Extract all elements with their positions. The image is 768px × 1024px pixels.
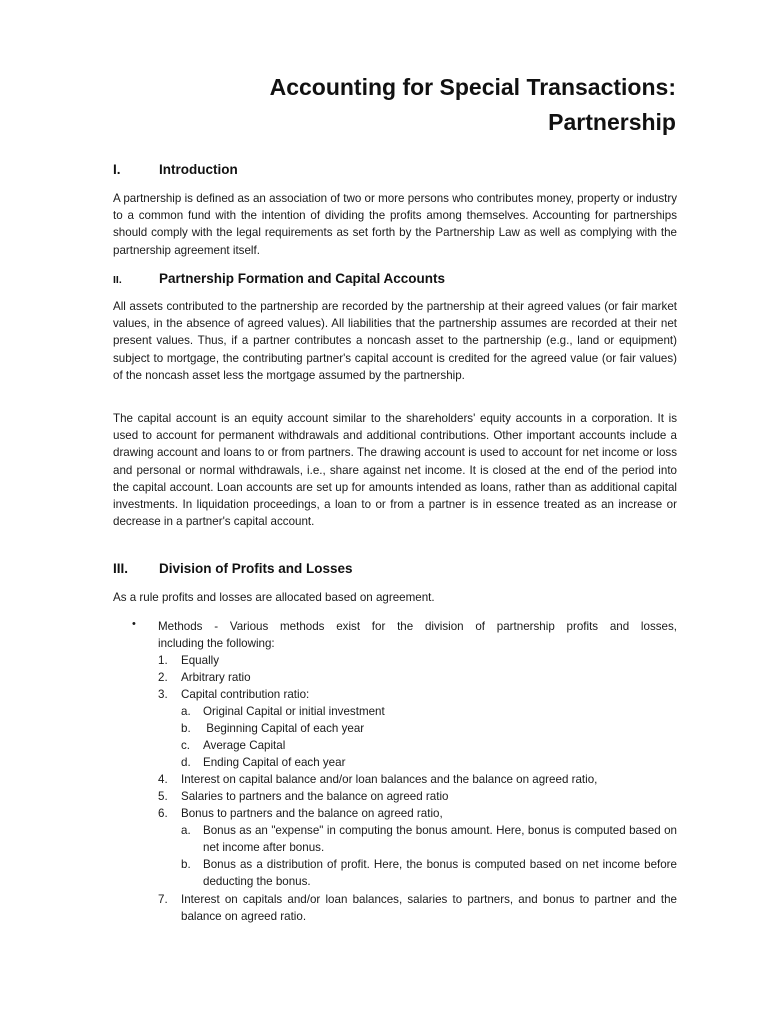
- sub-list-label: a.: [181, 824, 191, 837]
- bullet-icon: •: [132, 618, 136, 630]
- sub-list-item: Bonus as a distribution of profit. Here, the bonus is computed based on net income before deducting the bonus.: [203, 858, 677, 888]
- list-item: 5. Salaries to partners and the balance on agreed ratio: [158, 790, 449, 803]
- section-heading-partnership-formation: [113, 271, 445, 286]
- formation-paragraph-1: All assets contributed to the partnership are recorded by the partnership at their agreed values (or fair market values, in the absence of agreed values). All liabilities that the partnership assumes are recorded at their net present values. Thus, if a partner contributes a noncash asset to the partnership (e.g., land or equipment) subject to mortgage, the contributing partner's capital account is credited for the agreed value (or fair values) of the noncash asset less the mortgage assumed by the partnership.: [113, 300, 677, 382]
- section-title: Introduction: [159, 162, 238, 177]
- document-title-line-1: Accounting for Special Transactions:: [269, 74, 676, 100]
- section-title: Division of Profits and Losses: [159, 561, 353, 576]
- section-number: II.: [113, 274, 122, 286]
- introduction-paragraph: A partnership is defined as an association of two or more persons who contributes money, property or industry to a common fund with the intention of dividing the profits among themselves. Accounting for partnerships should comply with the legal requirements as set forth by the Partnership Law as well as complying with the partnership agreement itself.: [113, 192, 677, 257]
- list-number: 7.: [158, 893, 168, 906]
- list-item: Interest on capitals and/or loan balances, salaries to partners, and bonus to partner and the balance on agreed ratio.: [181, 893, 677, 923]
- sub-list-item: a. Original Capital or initial investment: [181, 705, 385, 718]
- list-item: 3. Capital contribution ratio:: [158, 688, 310, 701]
- section-heading-division-of-profits: [113, 561, 353, 576]
- section-heading-introduction: [113, 162, 238, 177]
- sub-list-item: c. Average Capital: [181, 739, 286, 752]
- list-item: 4. Interest on capital balance and/or loan balances and the balance on agreed ratio,: [158, 773, 598, 786]
- list-item: 1. Equally: [158, 654, 220, 667]
- list-item: 2. Arbitrary ratio: [158, 671, 251, 684]
- section-number: I.: [113, 162, 121, 177]
- section-title: Partnership Formation and Capital Accounts: [159, 271, 446, 286]
- methods-line-1: Methods - Various methods exist for the division of partnership profits and losses,: [158, 620, 677, 633]
- sub-list-item: b. Beginning Capital of each year: [181, 722, 365, 735]
- sub-list-item: d. Ending Capital of each year: [181, 756, 346, 769]
- sub-list-label: b.: [181, 858, 191, 871]
- list-item: 6. Bonus to partners and the balance on agreed ratio,: [158, 807, 443, 820]
- section-number: III.: [113, 561, 129, 576]
- document-title-line-2: Partnership: [548, 109, 676, 135]
- methods-line-2: including the following:: [158, 637, 275, 650]
- division-intro-text: As a rule profits and losses are allocated based on agreement.: [113, 591, 435, 604]
- sub-list-item: Bonus as an "expense" in computing the bonus amount. Here, bonus is computed based on net income after bonus.: [203, 824, 677, 854]
- formation-paragraph-2: The capital account is an equity account similar to the shareholders' equity accounts in a corporation. It is used to account for permanent withdrawals and additional contributions. Other important accounts include a drawing account and loans to or from partners. The drawing account is used to account for net income or loss and personal or normal withdrawals, i.e., share against net income. It is closed at the end of the period into the capital account. Loan accounts are set up for amounts intended as loans, rather than as additional capital investments. In liquidation proceedings, a loan to or from a partner is in essence treated as an increase or decrease in a partner's capital account.: [113, 412, 677, 529]
